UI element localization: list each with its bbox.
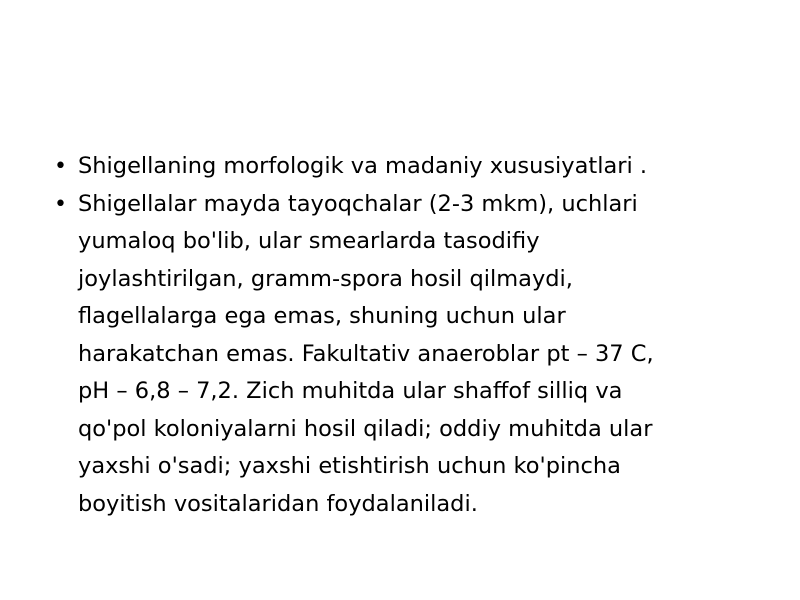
bullet-list — [54, 148, 744, 523]
bullet-icon: • — [54, 154, 67, 179]
bullet-item-1 — [54, 148, 744, 186]
bullet-text: Shigellaning morfologik va madaniy xususiyatlari . — [78, 153, 648, 179]
bullet-item-2 — [54, 186, 744, 524]
bullet-icon: • — [54, 191, 67, 217]
bullet-text: Shigellalar mayda tayoqchalar (2-3 mkm), uchlari yumaloq bo'lib, ular smearlarda tasodifiy joylashtirilgan, gramm-spora hosil qilmaydi, flagellalarga ega emas, shuning uchun ular harakatchan emas. Fakultativ anaeroblar pt – 37 C, pH – 6,8 – 7,2. Zich muhitda ular shaffof silliq va qo'pol koloniyalarni hosil qiladi; oddiy muhitda ular yaxshi o'sadi; yaxshi etishtirish uchun ko'pincha boyitish vositalaridan foydalaniladi. — [78, 190, 654, 517]
